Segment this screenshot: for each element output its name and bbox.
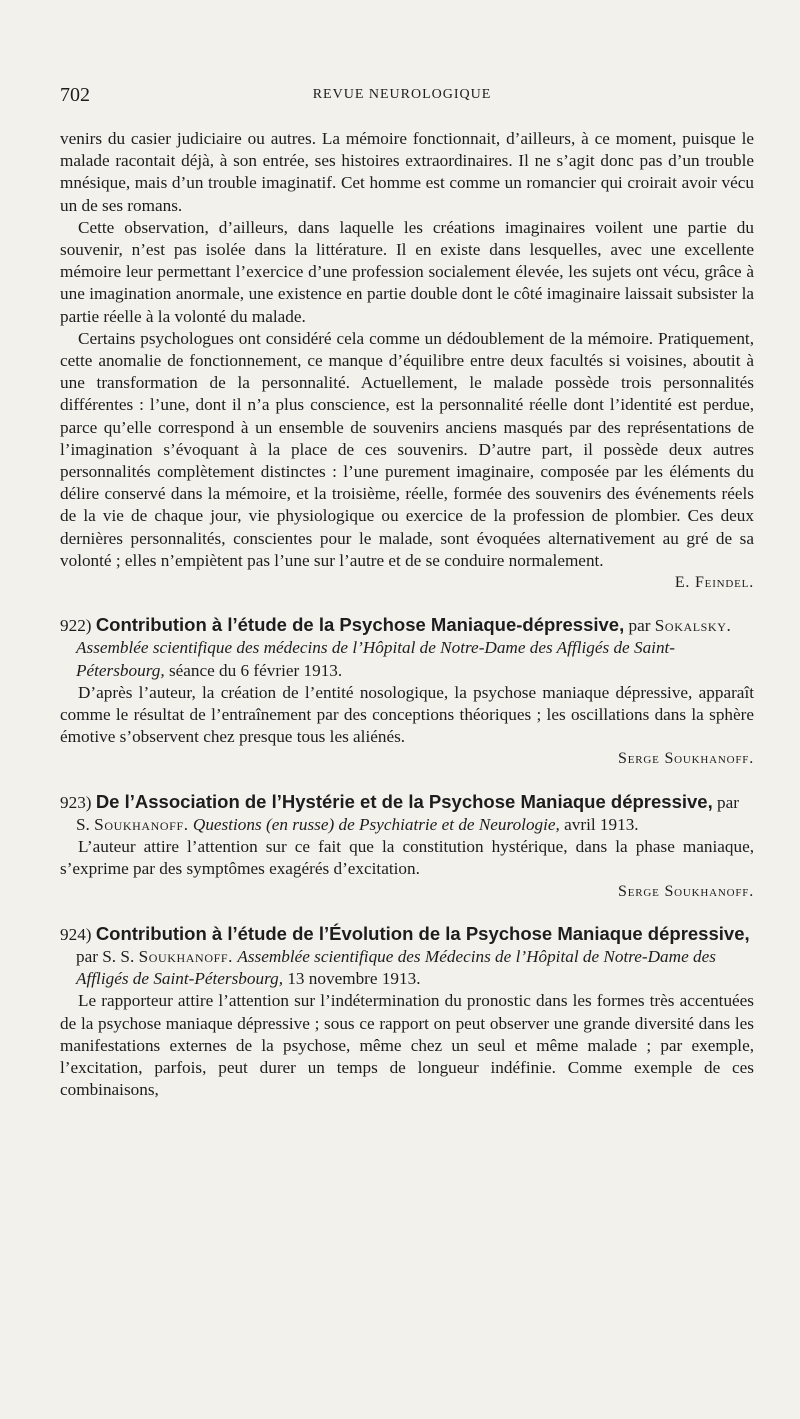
abstract-by: par S. S. bbox=[76, 946, 135, 966]
abstract-date: 13 novembre 1913. bbox=[287, 969, 421, 989]
abstract-heading bbox=[60, 923, 754, 991]
abstract-heading bbox=[60, 791, 754, 836]
running-title: REVUE NEUROLOGIQUE bbox=[312, 87, 492, 102]
paragraph: Certains psychologues ont considéré cela comme un dédoublement de la mémoire. Pratiquement, cette anomalie de fonctionnement, ce manque d’équilibre entre deux facultés si voisines, aboutit à une transformation de la personnalité. Actuellement, le malade possède trois personnalités différentes : l’une, dont il n’a plus conscience, est la personnalité réelle dont l’identité est perdue, parce qu’elle correspond à un ensemble de souvenirs anciens masqués par des représentations de l’imagination s’évoquant à la place de ces souvenirs. D’autre part, il possède deux autres personnalités complètement distinctes : l’une purement imaginaire, composée par les éléments du délire conservé dans la mémoire, et la troisième, réelle, formée des souvenirs des événements réels de la vie de chaque jour, vie physiologique ou exercice de la profession de plombier. Ces deux dernières personnalités, conscientes pour le malade, sont évoquées alternativement au gré de sa volonté ; elles n’empiètent pas l’une sur l’autre et de se conduire normalement. bbox=[60, 328, 754, 570]
abstract-heading bbox=[60, 614, 754, 682]
page-number: 702 bbox=[60, 84, 90, 106]
abstract-number: 923) bbox=[60, 792, 92, 812]
abstract-by: par S. bbox=[76, 792, 739, 834]
page-body bbox=[60, 128, 754, 1101]
abstract-number: 924) bbox=[60, 924, 92, 944]
abstract-source: Assemblée scientifique des médecins de l’Hôpital de Notre-Dame des Affligés de Saint-Pétersbourg, bbox=[76, 638, 676, 680]
abstract-body: Le rapporteur attire l’attention sur l’indétermination du pronostic dans les formes très accentuées de la psychose maniaque dépressive ; sous ce rapport on peut observer une grande diversité dans les manifestations externes de la psychose, même chez un seul et même malade ; par exemple, l’excitation, parfois, peut durer un temps de longueur indéfinie. Comme exemple de ces combinaisons, bbox=[60, 991, 754, 1100]
page-header bbox=[60, 84, 744, 108]
paragraph: Cette observation, d’ailleurs, dans laquelle les créations imaginaires voilent une partie du souvenir, n’est pas isolée dans la littérature. Il en existe dans lesquelles, avec une excellente mémoire leur permettant l’exercice d’une profession socialement élevée, les sujets ont vécu, grâce à une imagination anormale, une existence en partie double dont le côté imaginaire laissait subsister la partie réelle à la volonté du malade. bbox=[60, 217, 754, 326]
abstract-author: Sokalsky. bbox=[654, 616, 732, 636]
abstract-source: Questions (en russe) de Psychiatrie et de Neurologie, bbox=[192, 814, 560, 834]
abstract-number: 922) bbox=[60, 616, 92, 636]
signature: Serge Soukhanoff. bbox=[618, 882, 754, 900]
abstract-title: Contribution à l’étude de l’Évolution de la Psychose Maniaque dépressive, bbox=[95, 922, 750, 944]
abstract-date: séance du 6 février 1913. bbox=[168, 660, 343, 680]
abstract-author: Soukhanoff. bbox=[94, 814, 189, 834]
abstract-date: avril 1913. bbox=[564, 814, 639, 834]
abstract-title: Contribution à l’étude de la Psychose Maniaque-dépressive, bbox=[95, 614, 625, 636]
signature: Serge Soukhanoff. bbox=[618, 750, 754, 768]
abstract-title: De l’Association de l’Hystérie et de la Psychose Maniaque dépressive, bbox=[95, 790, 713, 812]
abstract-body: D’après l’auteur, la création de l’entité nosologique, la psychose maniaque dépressive, apparaît comme le résultat de l’entraînement par des conceptions théoriques ; les oscillations dans la sphère émotive s’observent chez presque tous les aliénés. bbox=[60, 682, 754, 747]
abstract-author: Soukhanoff. bbox=[138, 946, 234, 966]
signature: E. Feindel. bbox=[674, 574, 754, 592]
paragraph: venirs du casier judiciaire ou autres. La mémoire fonctionnait, d’ailleurs, à ce moment, puisque le malade racontait déjà, à son entrée, ses histoires extraordinaires. Il ne s’agit donc pas d’un trouble mnésique, mais d’un trouble imaginatif. Cet homme est comme un romancier qui croirait avoir vécu un de ses romans. bbox=[60, 129, 754, 215]
abstract-body: L’auteur attire l’attention sur ce fait que la constitution hystérique, dans la phase maniaque, s’exprime par des symptômes exagérés d’excitation. bbox=[60, 837, 754, 879]
abstract-source: Assemblée scientifique des Médecins de l’Hôpital de Notre-Dame des Affligés de Saint-Pétersbourg, bbox=[76, 946, 716, 989]
abstract-by: par bbox=[628, 616, 651, 636]
